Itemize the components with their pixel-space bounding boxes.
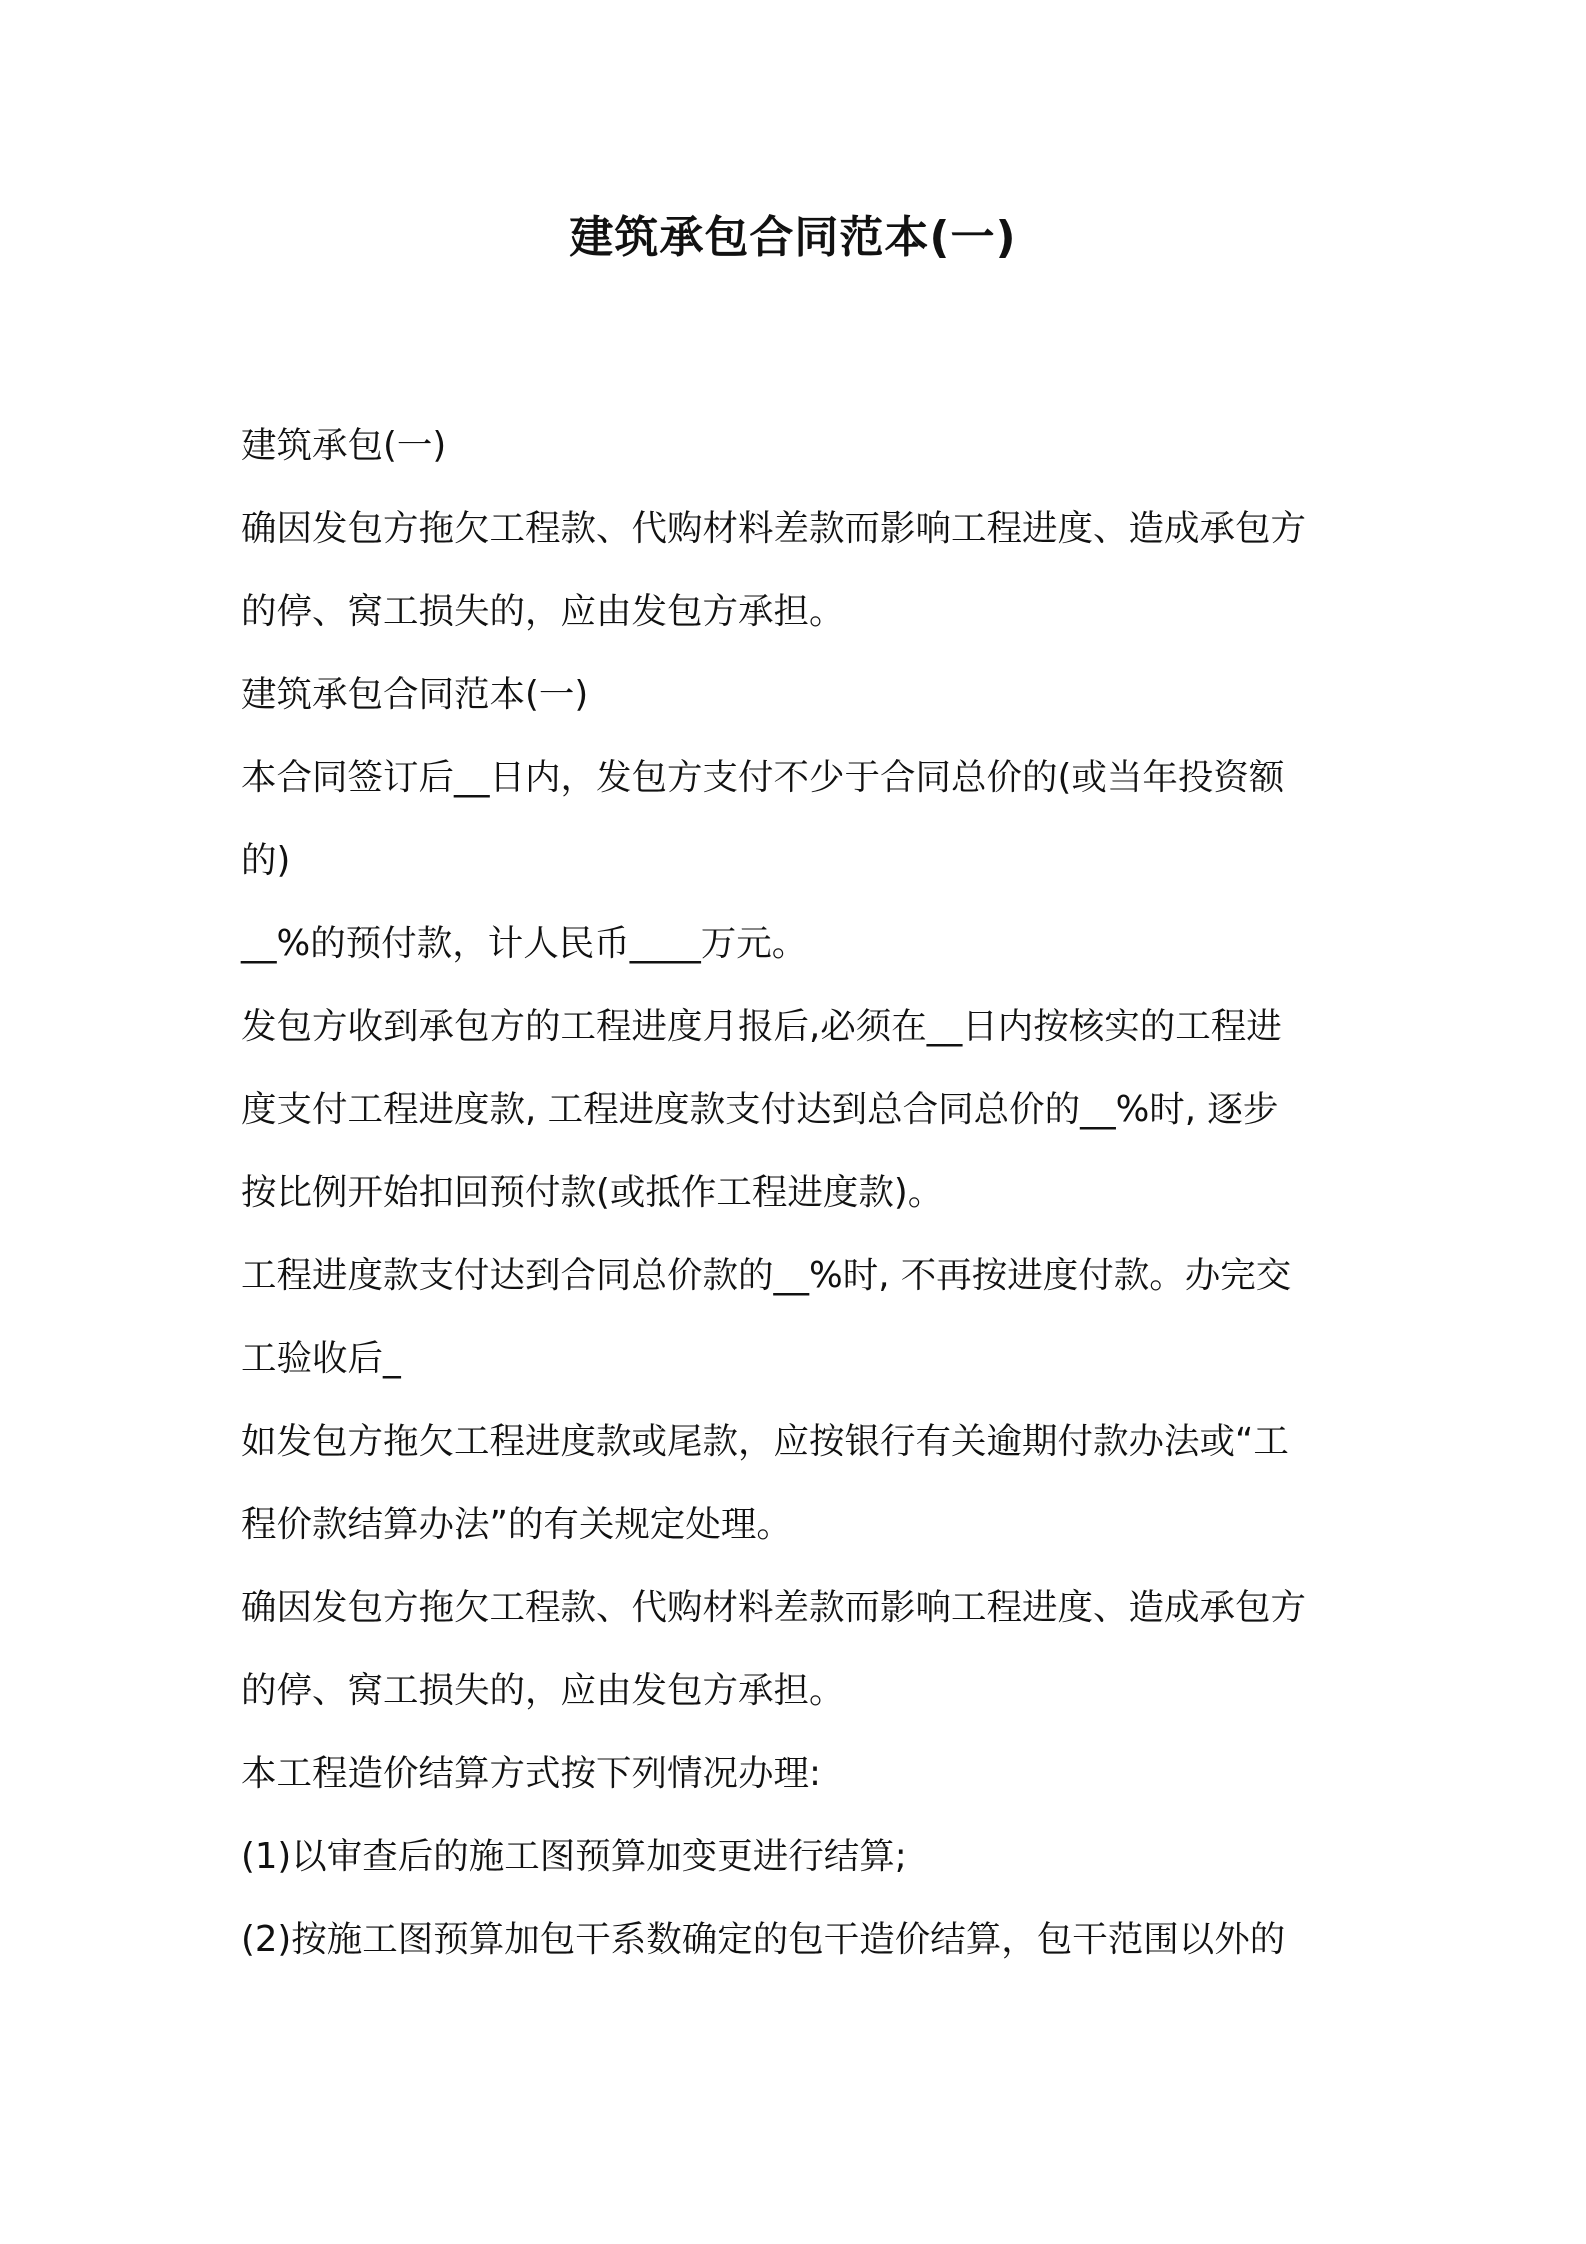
text-line: 建筑承包(一): [241, 425, 447, 466]
text-line: 的): [241, 840, 291, 881]
text-line: 按比例开始扣回预付款(或抵作工程进度款)。: [241, 1172, 944, 1213]
text-line: __%的预付款，计人民币____万元。: [241, 923, 808, 964]
text-line: 如发包方拖欠工程进度款或尾款，应按银行有关逾期付款办法或“工: [241, 1421, 1289, 1462]
text-line: (2)按施工图预算加包干系数确定的包干造价结算，包干范围以外的: [241, 1919, 1286, 1960]
document-body: [241, 404, 1356, 1981]
text-line: 本合同签订后__日内，发包方支付不少于合同总价的(或当年投资额: [241, 757, 1285, 798]
text-line: 的停、窝工损失的，应由发包方承担。: [241, 591, 845, 632]
text-line: (1)以审查后的施工图预算加变更进行结算;: [241, 1836, 907, 1877]
document-title: 建筑承包合同范本(一): [569, 212, 1017, 263]
text-line: 度支付工程进度款, 工程进度款支付达到总合同总价的__%时, 逐步: [241, 1089, 1279, 1130]
text-line: 的停、窝工损失的，应由发包方承担。: [241, 1670, 845, 1711]
text-line: 工验收后_: [241, 1338, 401, 1379]
text-line: 程价款结算办法”的有关规定处理。: [241, 1504, 792, 1545]
text-line: 发包方收到承包方的工程进度月报后,必须在__日内按核实的工程进: [241, 1006, 1282, 1047]
text-line: 工程进度款支付达到合同总价款的__%时, 不再按进度付款。办完交: [241, 1255, 1292, 1296]
text-line: 本工程造价结算方式按下列情况办理:: [241, 1753, 821, 1794]
text-line: 建筑承包合同范本(一): [241, 674, 589, 715]
text-line: 确因发包方拖欠工程款、代购材料差款而影响工程进度、造成承包方: [241, 1587, 1307, 1628]
text-line: 确因发包方拖欠工程款、代购材料差款而影响工程进度、造成承包方: [241, 508, 1307, 549]
